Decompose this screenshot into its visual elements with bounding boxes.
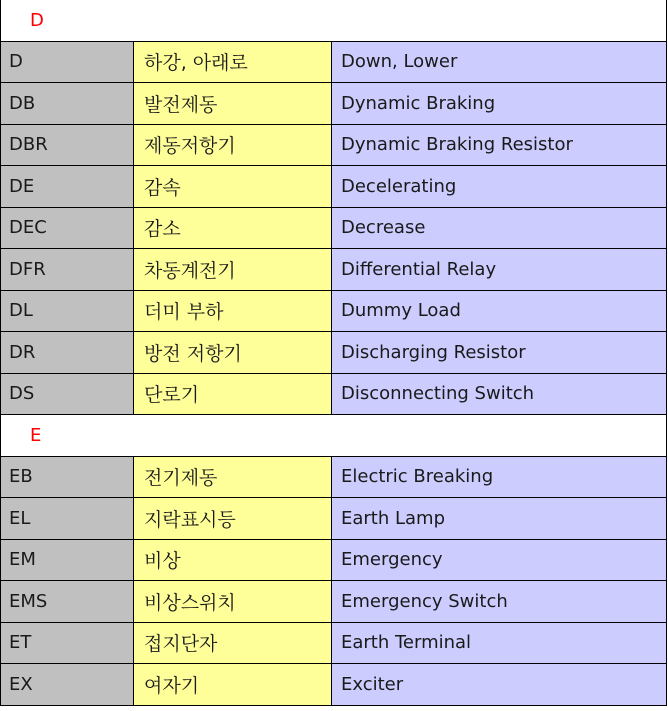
english-term-cell: Differential Relay [331,249,667,291]
korean-term-cell: 여자기 [133,664,332,706]
korean-term-cell: 방전 저항기 [133,332,332,374]
table-row [0,498,668,540]
table-row [0,540,668,582]
abbreviation-cell: DEC [0,208,134,250]
korean-term-cell: 비상 [133,540,332,582]
abbreviation-cell: DL [0,291,134,333]
korean-term-cell: 감속 [133,166,332,208]
abbreviation-cell: EMS [0,581,134,623]
table-row [0,83,668,125]
abbreviation-cell: EL [0,498,134,540]
table-row [0,457,668,499]
korean-term-cell: 단로기 [133,374,332,416]
korean-term-cell: 지락표시등 [133,498,332,540]
table-row [0,249,668,291]
korean-term-cell: 감소 [133,208,332,250]
abbreviation-cell: DR [0,332,134,374]
korean-term-cell: 전기제동 [133,457,332,499]
english-term-cell: Decrease [331,208,667,250]
english-term-cell: Exciter [331,664,667,706]
english-term-cell: Disconnecting Switch [331,374,667,416]
table-row [0,166,668,208]
abbreviation-cell: ET [0,623,134,665]
abbreviation-cell: D [0,42,134,84]
section-letter: E [0,415,667,457]
table-row [0,664,668,706]
table-row [0,125,668,167]
korean-term-cell: 더미 부하 [133,291,332,333]
abbreviation-cell: DB [0,83,134,125]
korean-term-cell: 하강, 아래로 [133,42,332,84]
korean-term-cell: 제동저항기 [133,125,332,167]
english-term-cell: Earth Lamp [331,498,667,540]
english-term-cell: Electric Breaking [331,457,667,499]
table-row [0,332,668,374]
section-letter: D [0,0,667,42]
korean-term-cell: 발전제동 [133,83,332,125]
section-header [0,0,668,42]
english-term-cell: Dynamic Braking Resistor [331,125,667,167]
english-term-cell: Emergency Switch [331,581,667,623]
abbreviation-cell: EM [0,540,134,582]
english-term-cell: Dummy Load [331,291,667,333]
table-row [0,374,668,416]
table-row [0,581,668,623]
section-header [0,415,668,457]
abbreviation-cell: DS [0,374,134,416]
abbreviation-cell: DFR [0,249,134,291]
korean-term-cell: 비상스위치 [133,581,332,623]
abbreviation-cell: EX [0,664,134,706]
abbreviation-cell: DE [0,166,134,208]
english-term-cell: Earth Terminal [331,623,667,665]
table-row [0,208,668,250]
english-term-cell: Dynamic Braking [331,83,667,125]
english-term-cell: Down, Lower [331,42,667,84]
table-row [0,42,668,84]
english-term-cell: Discharging Resistor [331,332,667,374]
table-row [0,623,668,665]
abbreviation-cell: EB [0,457,134,499]
abbreviation-cell: DBR [0,125,134,167]
english-term-cell: Emergency [331,540,667,582]
korean-term-cell: 접지단자 [133,623,332,665]
korean-term-cell: 차동계전기 [133,249,332,291]
table-row [0,291,668,333]
english-term-cell: Decelerating [331,166,667,208]
